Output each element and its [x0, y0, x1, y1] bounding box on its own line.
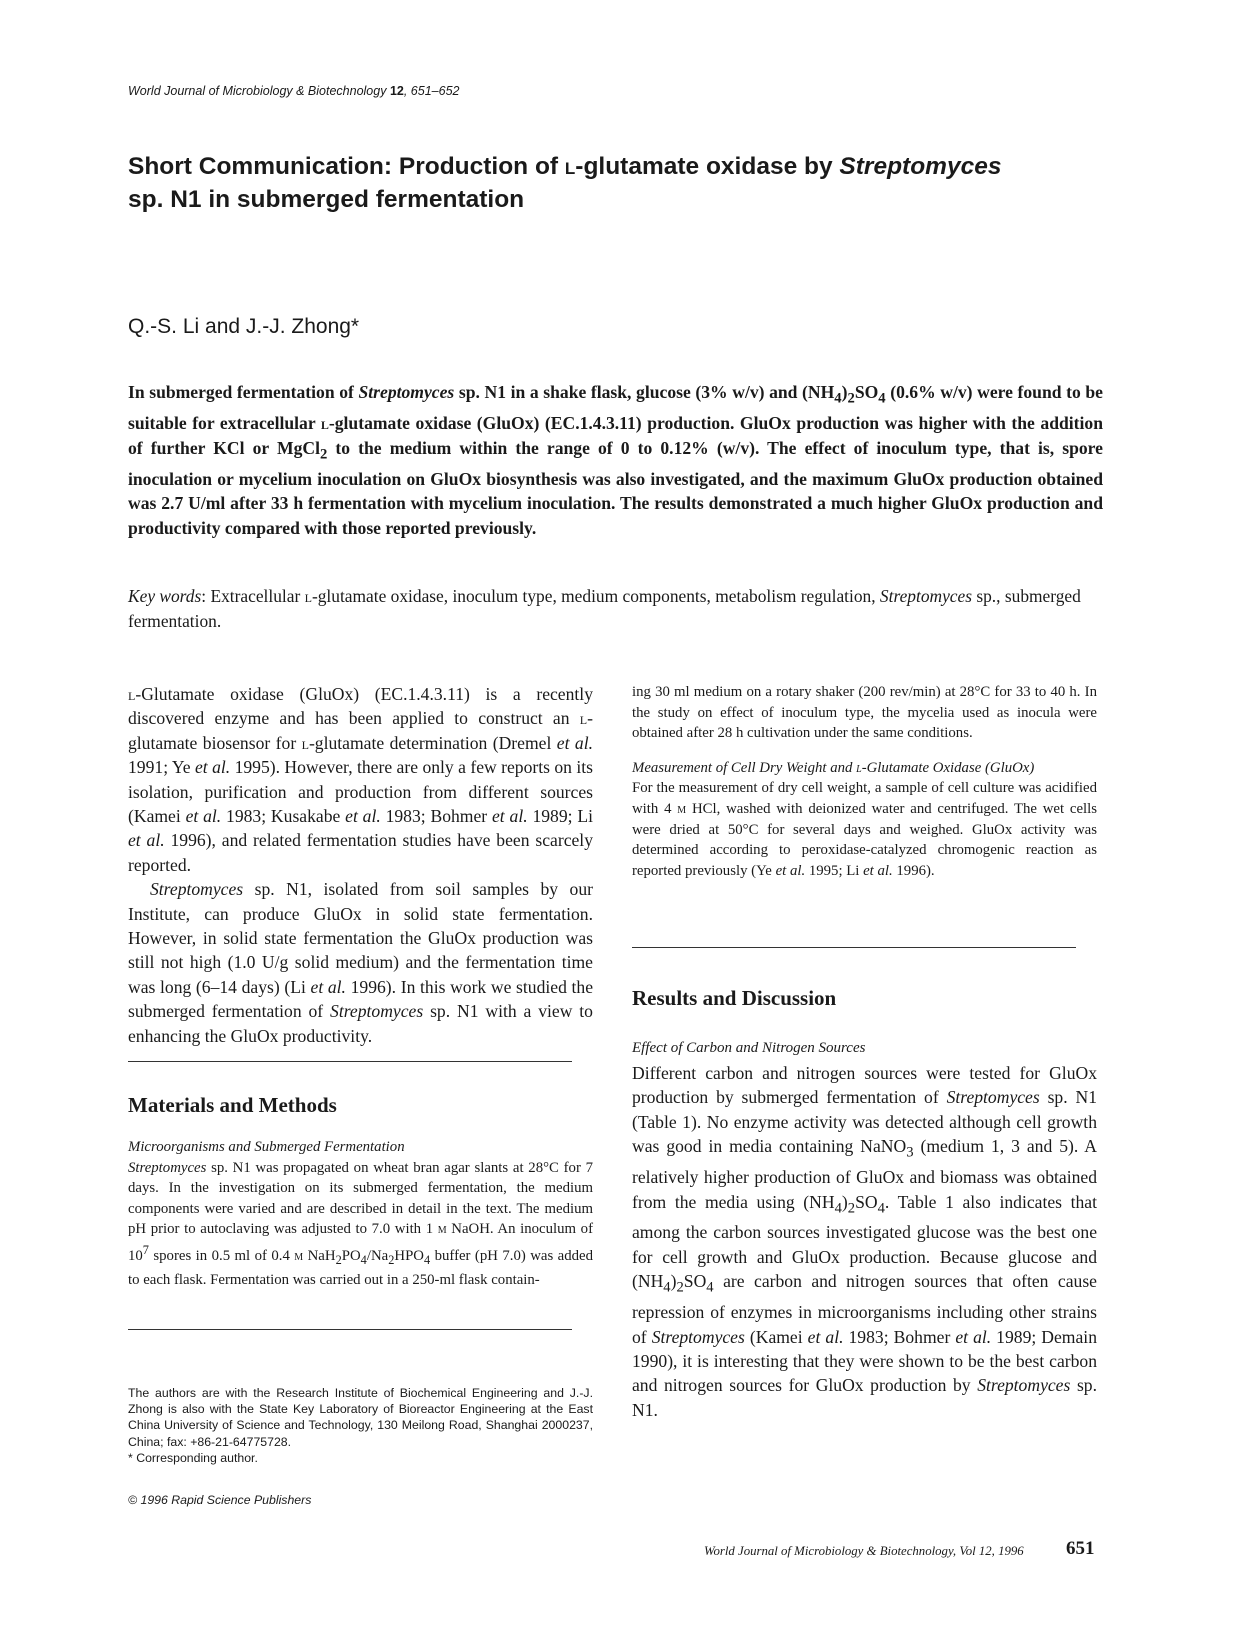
- keywords-label: Key words: [128, 586, 202, 606]
- results-paragraph: Different carbon and nitrogen sources were tested for GluOx production by submerged fermentation of Streptomyces sp. N1 (Table 1). No enzyme activity was detected although cell growth was good in media containing NaNO$_3$ (medium 1, 3 and 5). A relatively higher production of GluOx and biomass was obtained from the media using $(NH_4)_2SO_4$. Table 1 also indicates that among the carbon sources investigated glucose was the best one for cell growth and GluOx production. Because glucose and $(NH_4)_2SO_4$ are carbon and nitrogen sources that often cause repression of enzymes in microorganisms including other strains of Streptomyces (Kamei et al. 1983; Bohmer et al. 1989; Demain 1990), it is interesting that they were shown to be the best carbon and nitrogen sources for GluOx production by Streptomyces sp. N1.: [632, 1063, 1097, 1420]
- right-column-methods: [632, 682, 1097, 881]
- footer-journal: World Journal of Microbiology & Biotechnology, Vol 12, 1996: [704, 1544, 1024, 1558]
- intro-paragraph-1: l-Glutamate oxidase (GluOx) (EC.1.4.3.11) is a recently discovered enzyme and has been applied to construct an l-glutamate biosensor for l-glutamate determination (Dremel et al. 1991; Ye et al. 1995). However, there are only a few reports on its isolation, purification and production from different sources (Kamei et al. 1983; Kusakabe et al. 1983; Bohmer et al. 1989; Li et al. 1996), and related fermentation studies have been scarcely reported.: [128, 684, 594, 875]
- authors: Q.-S. Li and J.-J. Zhong*: [128, 315, 360, 338]
- materials-methods-heading: Materials and Methods: [128, 1093, 337, 1117]
- journal-name: World Journal of Microbiology & Biotechnology: [128, 84, 387, 98]
- footnote-divider: [128, 1329, 572, 1330]
- methods-continued: ing 30 ml medium on a rotary shaker (200 rev/min) at 28°C for 33 to 40 h. In the study on effect of inoculum type, the mycelia used as inocula were obtained after 28 h cultivation under the same conditions.: [632, 684, 1097, 742]
- carbon-nitrogen-subheading: Effect of Carbon and Nitrogen Sources: [632, 1040, 866, 1056]
- keywords: Key words: Extracellular l-glutamate oxidase, inoculum type, medium components, metabolism regulation, Streptomyces sp., submerged fermentation.: [128, 586, 1081, 631]
- materials-methods-text: [128, 1137, 593, 1291]
- section-divider: [128, 1061, 572, 1062]
- journal-volume: 12: [389, 84, 404, 98]
- measurement-paragraph: For the measurement of dry cell weight, a sample of cell culture was acidified with 4 m HCl, washed with deionized water and centrifuged. The wet cells were dried at 50°C for several days and weighed. GluOx activity was determined according to peroxidase-catalyzed chromogenic reaction as reported previously (Ye et al. 1995; Li et al. 1996).: [632, 780, 1097, 879]
- copyright: © 1996 Rapid Science Publishers: [128, 1493, 312, 1507]
- measurement-subheading: Measurement of Cell Dry Weight and l-Glutamate Oxidase (GluOx): [632, 759, 1035, 776]
- microorganisms-subheading: Microorganisms and Submerged Fermentation: [128, 1139, 405, 1155]
- intro-paragraph-2: Streptomyces sp. N1, isolated from soil samples by our Institute, can produce GluOx in solid state fermentation. However, in solid state fermentation the GluOx production was still not high (1.0 U/g solid medium) and the fermentation time was long (6–14 days) (Li et al. 1996). In this work we studied the submerged fermentation of Streptomyces sp. N1 with a view to enhancing the GluOx productivity.: [128, 879, 594, 1046]
- section-divider: [632, 947, 1076, 948]
- author-footnote: The authors are with the Research Institute of Biochemical Engineering and J.-J. Zhong is also with the State Key Laboratory of Bioreactor Engineering at the East China University of Science and Technology, 130 Meilong Road, Shanghai 2000237, China; fax: +86-21-64775728. * Corresponding author.: [128, 1386, 593, 1465]
- microorganisms-paragraph: Streptomyces sp. N1 was propagated on wheat bran agar slants at 28°C for 7 days. In the investigation on its submerged fermentation, the medium components were varied and are described in detail in the text. The medium pH prior to autoclaving was adjusted to 7.0 with 1 m NaOH. An inoculum of $10^7$ spores in 0.5 ml of 0.4 m $NaH_2PO_4/Na_2HPO_4$ buffer (pH 7.0) was added to each flask. Fermentation was carried out in a 250-ml flask contain-: [128, 1159, 594, 1289]
- journal-pages: , 651–652: [403, 84, 460, 98]
- article-title: Short Communication: Production of l-glutamate oxidase by Streptomyces sp. N1 in submerged fermentation: [128, 153, 1002, 213]
- left-column-intro: [128, 682, 593, 1048]
- abstract: In submerged fermentation of Streptomyces sp. N1 in a shake flask, glucose (3% w/v) and $(NH_4)_2SO_4$ (0.6% w/v) were found to be suitable for extracellular l-glutamate oxidase (GluOx) (EC.1.4.3.11) production. GluOx production was higher with the addition of further KCl or MgCl$_2$ to the medium within the range of 0 to 0.12% (w/v). The effect of inoculum type, that is, spore inoculation or mycelium inoculation on GluOx biosynthesis was also investigated, and the maximum GluOx production obtained was 2.7 U/ml after 33 h fermentation with mycelium inoculation. The results demonstrated a much higher GluOx production and productivity compared with those reported previously.: [128, 382, 1103, 538]
- journal-header: [128, 84, 459, 98]
- results-discussion-heading: Results and Discussion: [632, 986, 837, 1010]
- page-number: 651: [1066, 1538, 1095, 1559]
